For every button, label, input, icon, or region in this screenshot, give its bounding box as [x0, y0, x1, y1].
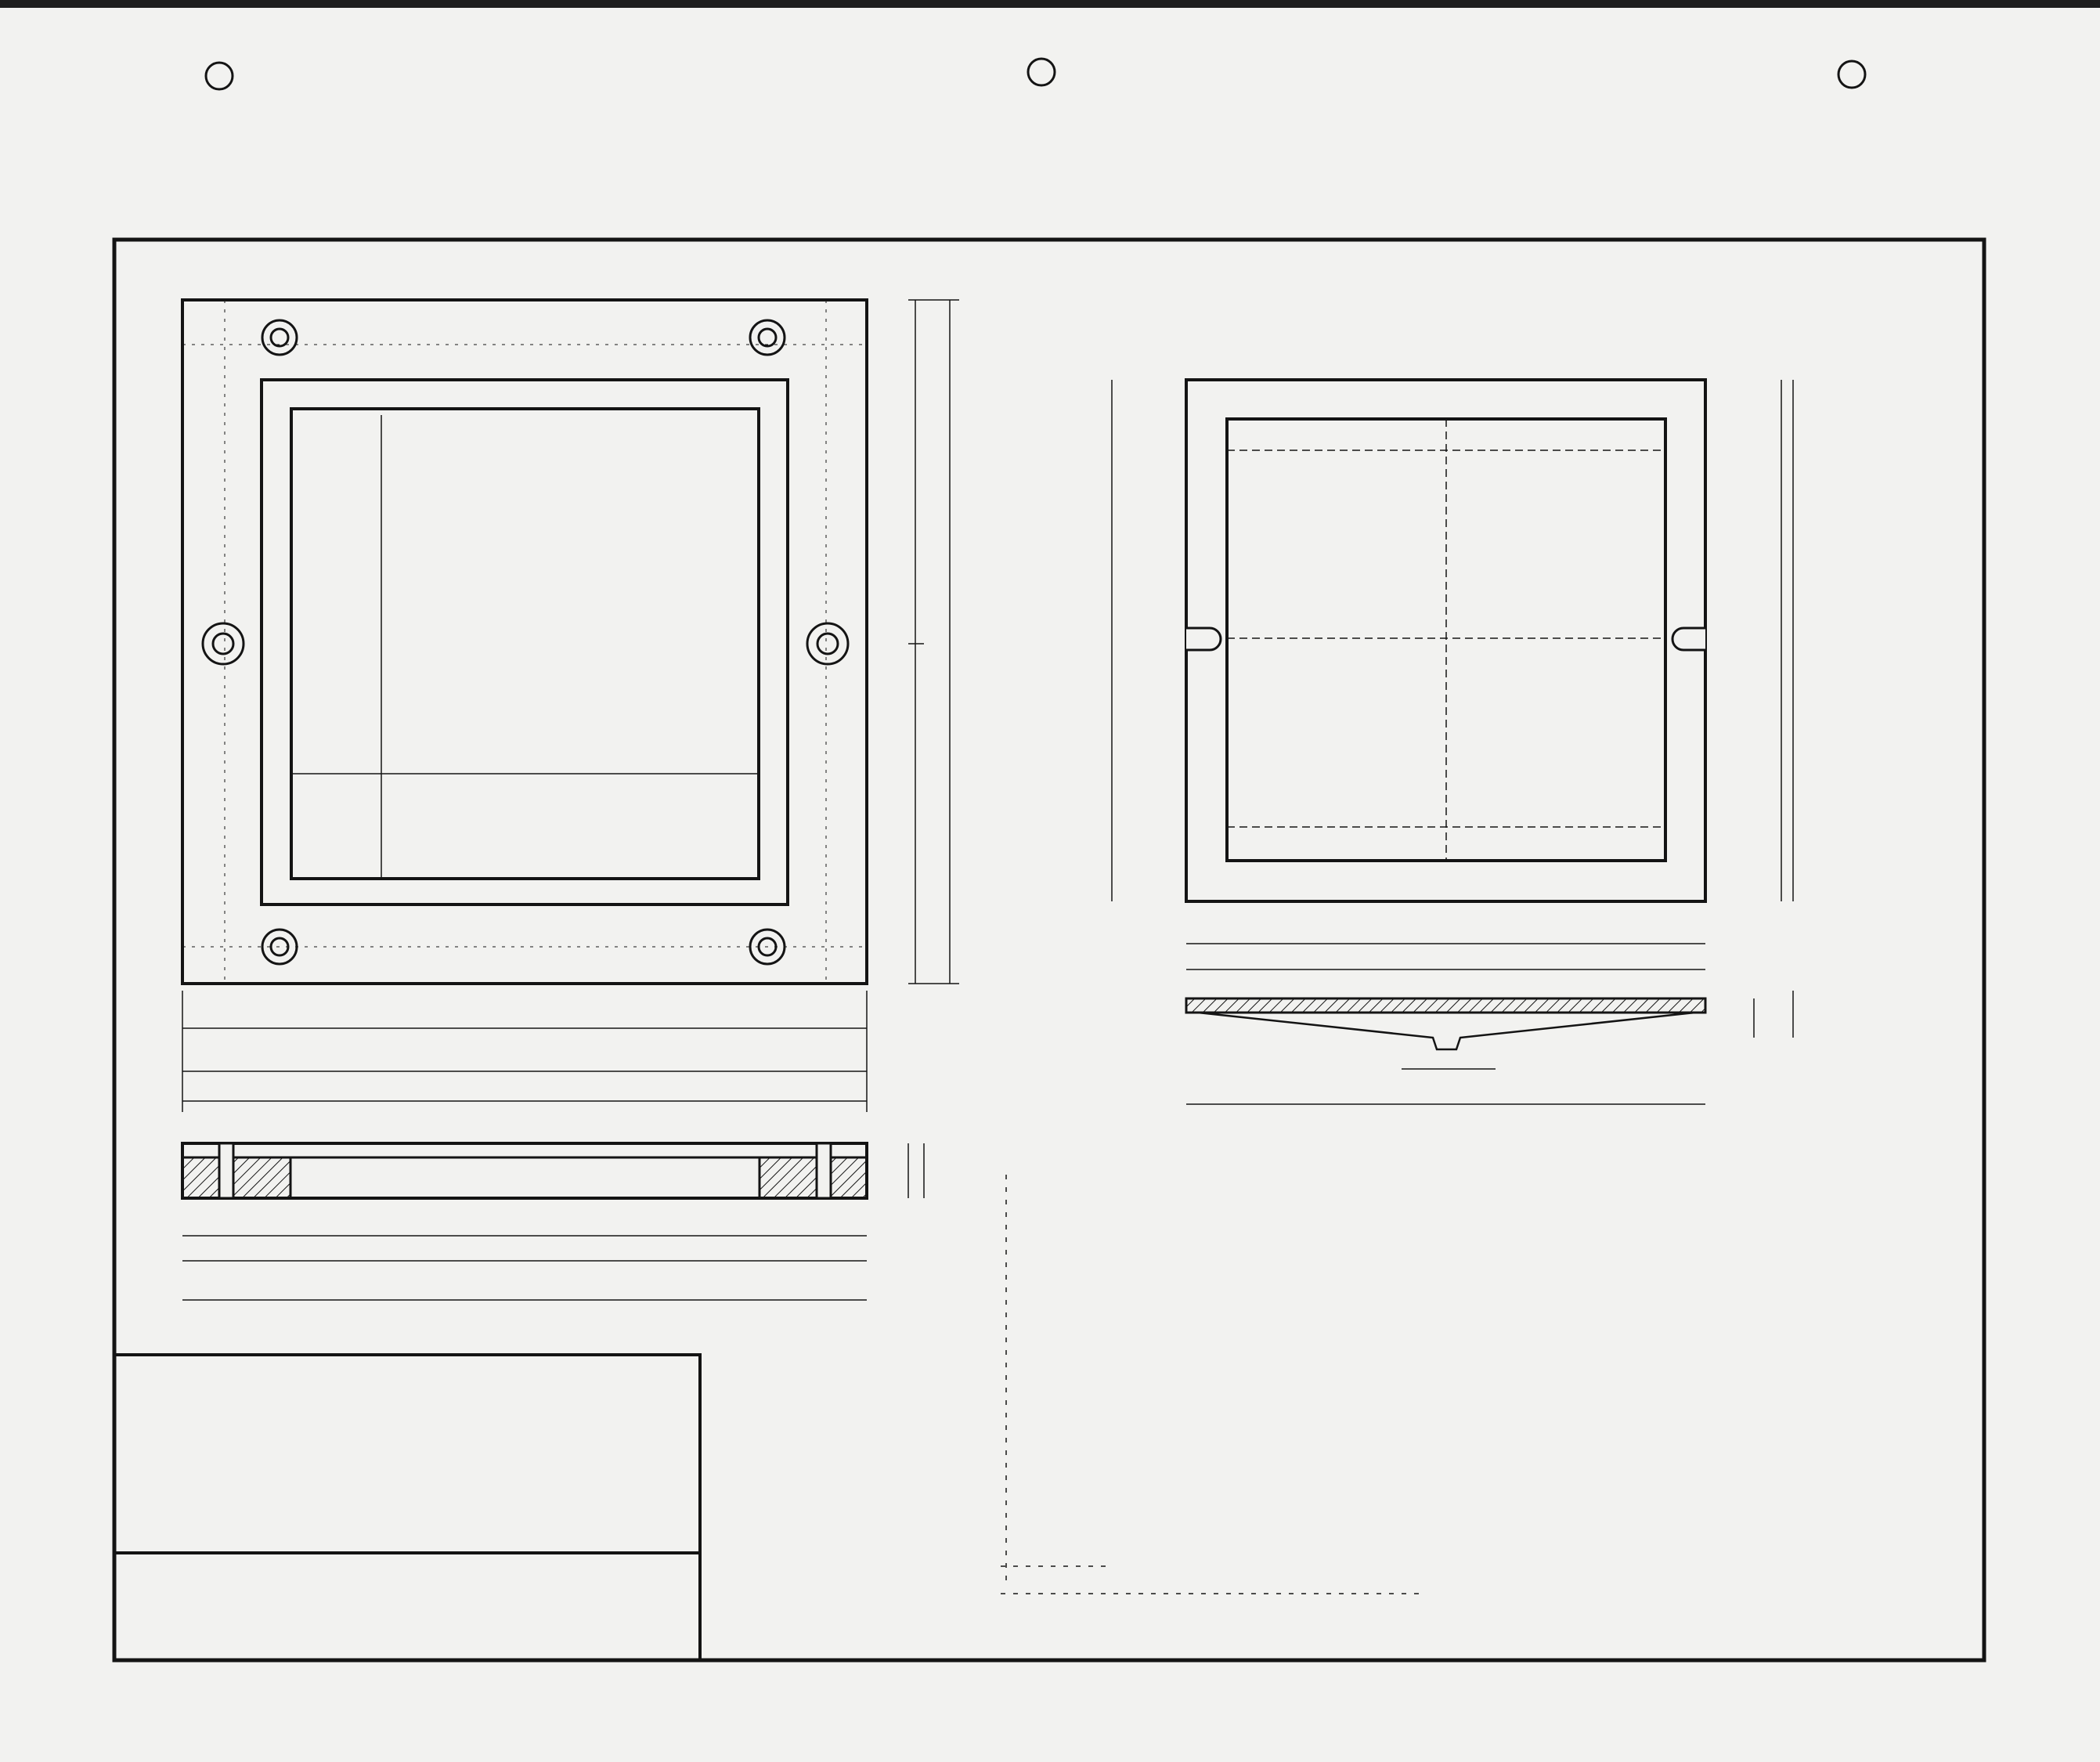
sheet-border	[114, 240, 1984, 1660]
top-edge-shadow	[0, 0, 2100, 8]
detail-cover-dimension-lines	[1001, 1175, 1421, 1594]
cover-plan-dimension-lines	[1112, 380, 1793, 969]
bolt-hole-icon	[750, 320, 785, 355]
title-block-frame	[114, 1355, 700, 1660]
frame-plan-dimension-lines	[182, 300, 959, 1112]
cover-plan	[1186, 380, 1705, 901]
frame-plan	[182, 300, 867, 984]
punch-hole-left	[206, 63, 233, 89]
section-aa-drawing	[1186, 998, 1705, 1049]
bolt-hole-icon	[262, 320, 297, 355]
punch-hole-center	[1028, 59, 1055, 85]
bolt-hole-icon	[203, 623, 244, 664]
punch-hole-right	[1838, 61, 1865, 88]
section-bb-drawing	[182, 1143, 867, 1198]
bolt-holes	[203, 320, 848, 964]
bolt-hole-icon	[807, 623, 848, 664]
